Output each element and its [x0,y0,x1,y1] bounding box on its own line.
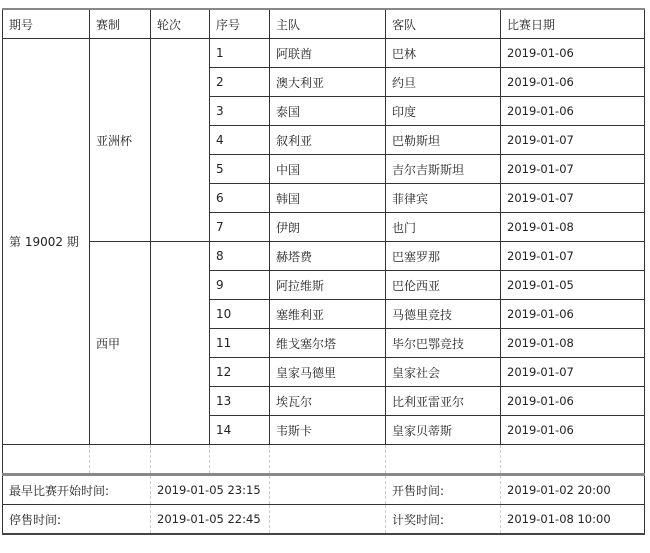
home-team-cell: 韩国 [270,184,386,213]
seq-cell: 12 [210,358,270,387]
home-team-cell: 伊朗 [270,213,386,242]
blank-cell [90,445,151,475]
match-date-cell: 2019-01-07 [501,242,645,271]
footer-row-start-times [3,475,645,505]
match-date-cell: 2019-01-06 [501,39,645,68]
seq-cell: 2 [210,68,270,97]
seq-cell: 6 [210,184,270,213]
match-date-cell: 2019-01-08 [501,213,645,242]
seq-cell: 11 [210,329,270,358]
competition-cell: 西甲 [90,242,151,445]
away-team-cell: 吉尔吉斯斯坦 [386,155,501,184]
blank-cell [270,445,386,475]
sale-stop-value: 2019-01-05 22:45 [151,505,270,535]
earliest-start-label: 最早比赛开始时间: [3,475,151,505]
away-team-cell: 菲律宾 [386,184,501,213]
home-team-cell: 叙利亚 [270,126,386,155]
home-team-cell: 塞维利亚 [270,300,386,329]
table-row [3,39,645,68]
sale-start-value: 2019-01-02 20:00 [501,475,645,505]
match-date-cell: 2019-01-06 [501,387,645,416]
home-team-cell: 皇家马德里 [270,358,386,387]
away-team-cell: 毕尔巴鄂竞技 [386,329,501,358]
competition-cell: 亚洲杯 [90,39,151,242]
seq-cell: 7 [210,213,270,242]
blank-cell [151,445,210,475]
away-team-cell: 巴伦西亚 [386,271,501,300]
footer-empty-cell [270,505,386,535]
seq-cell: 1 [210,39,270,68]
match-date-cell: 2019-01-06 [501,300,645,329]
home-team-cell: 阿联酋 [270,39,386,68]
footer-empty-cell [270,475,386,505]
away-team-cell: 印度 [386,97,501,126]
seq-cell: 9 [210,271,270,300]
blank-cell [386,445,501,475]
match-date-cell: 2019-01-06 [501,68,645,97]
prize-calc-value: 2019-01-08 10:00 [501,505,645,535]
blank-spacer-row [3,445,645,475]
away-team-cell: 巴塞罗那 [386,242,501,271]
home-team-cell: 中国 [270,155,386,184]
seq-cell: 14 [210,416,270,445]
match-date-cell: 2019-01-06 [501,416,645,445]
away-team-cell: 皇家贝蒂斯 [386,416,501,445]
table-row [3,242,645,271]
match-date-cell: 2019-01-08 [501,329,645,358]
seq-cell: 4 [210,126,270,155]
away-team-cell: 巴林 [386,39,501,68]
header-away: 客队 [386,9,501,39]
blank-cell [3,445,90,475]
away-team-cell: 马德里竞技 [386,300,501,329]
match-date-cell: 2019-01-07 [501,155,645,184]
header-issue: 期号 [3,9,90,39]
match-date-cell: 2019-01-06 [501,97,645,126]
footer-row-stop-times [3,505,645,535]
issue-cell: 第 19002 期 [3,39,90,445]
header-competition: 赛制 [90,9,151,39]
home-team-cell: 埃瓦尔 [270,387,386,416]
home-team-cell: 赫塔费 [270,242,386,271]
seq-cell: 13 [210,387,270,416]
prize-calc-label: 计奖时间: [386,505,501,535]
seq-cell: 5 [210,155,270,184]
seq-cell: 10 [210,300,270,329]
header-seq: 序号 [210,9,270,39]
away-team-cell: 巴勒斯坦 [386,126,501,155]
round-cell [151,39,210,242]
round-cell [151,242,210,445]
sale-stop-label: 停售时间: [3,505,151,535]
header-home: 主队 [270,9,386,39]
blank-cell [501,445,645,475]
home-team-cell: 维戈塞尔塔 [270,329,386,358]
seq-cell: 3 [210,97,270,126]
match-schedule-table [2,8,645,535]
home-team-cell: 澳大利亚 [270,68,386,97]
header-date: 比赛日期 [501,9,645,39]
match-date-cell: 2019-01-07 [501,358,645,387]
away-team-cell: 也门 [386,213,501,242]
home-team-cell: 泰国 [270,97,386,126]
earliest-start-value: 2019-01-05 23:15 [151,475,270,505]
header-round: 轮次 [151,9,210,39]
match-date-cell: 2019-01-07 [501,126,645,155]
match-date-cell: 2019-01-07 [501,184,645,213]
seq-cell: 8 [210,242,270,271]
sale-start-label: 开售时间: [386,475,501,505]
match-date-cell: 2019-01-05 [501,271,645,300]
away-team-cell: 约旦 [386,68,501,97]
away-team-cell: 比利亚雷亚尔 [386,387,501,416]
blank-cell [210,445,270,475]
table-header-row [3,9,645,39]
home-team-cell: 阿拉维斯 [270,271,386,300]
away-team-cell: 皇家社会 [386,358,501,387]
home-team-cell: 韦斯卡 [270,416,386,445]
